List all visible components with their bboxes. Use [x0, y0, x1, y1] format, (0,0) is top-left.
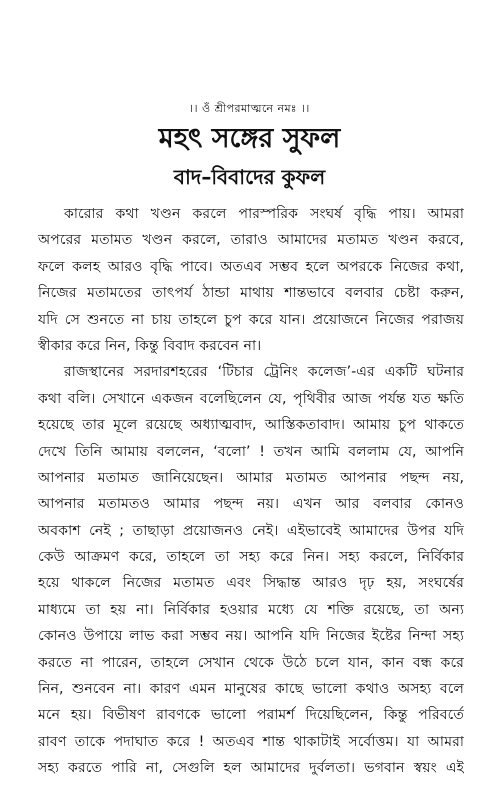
text-line: যদি সে শুনতে না চায় তাহলে চুপ করে যান। প্রয়োজনে নিজের পরাজয় [38, 311, 464, 328]
section-subtitle: বাদ–বিবাদের কুফল [173, 165, 326, 189]
text-line: কারোর কথা খণ্ডন করলে পারস্পরিক সংঘর্ষ বৃদ্ধি পায়। আমরা [64, 206, 464, 222]
text-line: ফলে কলহ আরও বৃদ্ধি পাবে। অতএব সম্ভব হলে অপরকে নিজের কথা, [38, 258, 464, 275]
text-line: অপরের মতামত খণ্ডন করলে, তারাও আমাদের মতামত খণ্ডন করবে, [38, 232, 464, 249]
text-line: নিজের মতামতের তাৎপর্য ঠান্ডা মাথায় শান্তভাবে বলবার চেষ্টা করুন, [38, 285, 464, 302]
text-line: আপনার মতামত জানিয়েছেন। আমার মতামত আপনার পছন্দ নয়, [38, 469, 464, 486]
text-line: আপনার মতামতও আমার পছন্দ নয়। এখন আর বলবার কোনও [38, 496, 464, 513]
text-line: হয়েছে তার মূলে রয়েছে অধ্যাত্মবাদ, আস্তিকতাবাদ। আমায় চুপ থাকতে [38, 417, 464, 434]
body-text [38, 201, 464, 782]
text-line: রাবণ তাকে পদাঘাত করে ! অতএব শান্ত থাকাটাই সর্বোত্তম। যা আমরা [38, 733, 464, 750]
text-line: হয়ে থাকলে নিজের মতামত এবং সিদ্ধান্ত আরও দৃঢ় হয়, সংঘর্ষের [38, 575, 464, 592]
text-line: মাধ্যমে তা হয় না। নির্বিকার হওয়ার মধ্যে যে শক্তি রয়েছে, তা অন্য [38, 601, 464, 618]
text-line: রাজস্থানের সরদারশহরের ‘টিচার ট্রেনিং কলেজ’-এর একটি ঘটনার [64, 364, 464, 381]
text-line: করতে না পারেন, তাহলে সেখান থেকে উঠে চলে যান, কান বন্ধ করে [38, 654, 464, 671]
text-line: কেউ আক্রমণ করে, তাহলে তা সহ্য করে নিন। সহ্য করলে, নির্বিকার [38, 549, 464, 566]
chapter-title: মহৎ সঙ্গের সুফল [158, 123, 341, 154]
text-line: সহ্য করতে পারি না, সেগুলি হল আমাদের দুর্বলতা। ভগবান স্বয়ং এই [38, 760, 464, 777]
text-line: মনে হয়। বিভীষণ রাবণকে ভালো পরামর্শ দিয়েছিলেন, কিন্তু পরিবর্তে [38, 707, 464, 724]
text-line: কথা বলি। সেখানে একজন বলেছিলেন যে, পৃথিবীর আজ পর্যন্ত যত ক্ষতি [38, 390, 464, 407]
text-line: কোনও উপায়ে লাভ করা সম্ভব নয়। আপনি যদি নিজের ইষ্টের নিন্দা সহ্য [38, 628, 464, 645]
text-line: দেখে তিনি আমায় বললেন, ‘বলো’ ! তখন আমি বললাম যে, আপনি [38, 443, 464, 460]
text-line: নিন, শুনবেন না। কারণ এমন মানুষের কাছে ভালো কথাও অসহ্য বলে [38, 681, 464, 698]
text-line: স্বীকার করে নিন, কিন্তু বিবাদ করবেন না। [38, 337, 262, 354]
invocation-line: ।। ওঁ শ্রীপরমাত্মনে নমঃ ।। [189, 102, 310, 115]
text-line: অবকাশ নেই ; তাছাড়া প্রয়োজনও নেই। এইভাবেই আমাদের উপর যদি [38, 522, 464, 539]
